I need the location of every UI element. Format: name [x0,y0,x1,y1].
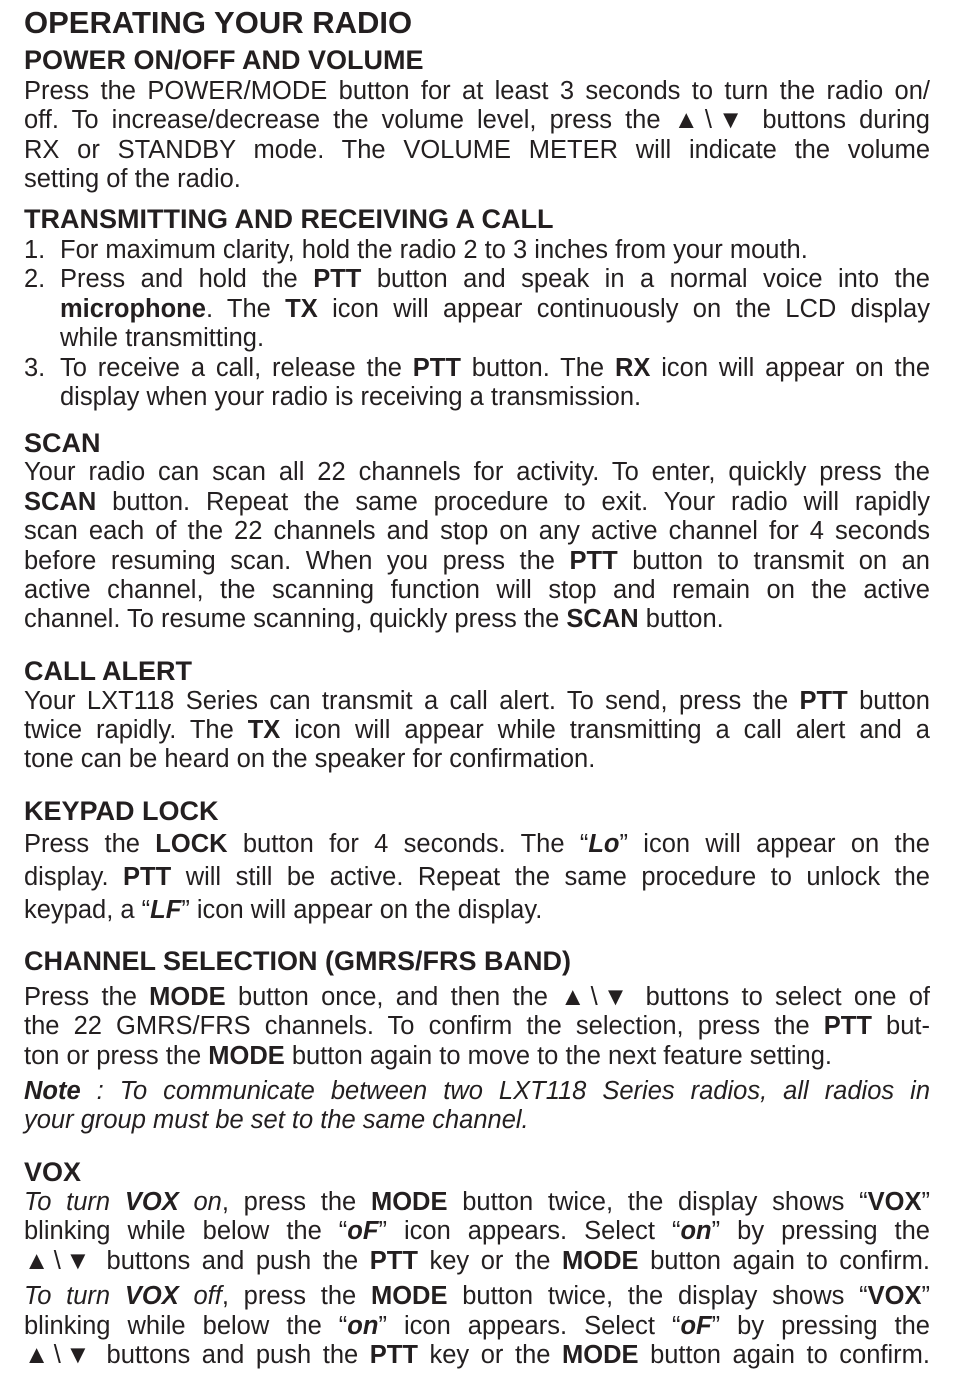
channel-line-1 [24,983,930,1013]
body-text: ▲\▼ buttons and push the [24,1247,370,1275]
body-text: off. To increase/decrease the volume level, press the ▲\▼ buttons during [24,106,930,134]
power-line-1 [24,77,930,107]
emphasis-text: PTT [123,863,172,891]
body-text: Your LXT118 Series can transmit a call alert. To send, press the [24,687,800,715]
emphasis-text: VOX [867,1282,922,1310]
keypad-line-3 [24,896,930,926]
section-heading-call-alert: CALL ALERT [24,656,192,686]
vox-on-line-2 [24,1217,930,1247]
body-text: blinking while below the “ [24,1217,348,1245]
body-text: , press the [221,1188,371,1216]
vox-off-line-3 [24,1341,930,1371]
body-text: ▲\▼ buttons and push the [24,1341,370,1369]
body-text: To receive a call, release the [60,354,413,382]
emphasis-text: TX [247,716,281,744]
body-text: button again to confirm. [638,1341,930,1369]
body-text: button [847,687,930,715]
channel-line-3 [24,1042,930,1072]
emphasis-text: SCAN [24,488,97,516]
section-heading-channel-selection: CHANNEL SELECTION (GMRS/FRS BAND) [24,946,572,976]
emphasis-text: PTT [313,265,362,293]
emphasis-text: MODE [562,1247,639,1275]
vox-on-line-3 [24,1247,930,1277]
emphasis-text: PTT [369,1341,418,1369]
body-text: button once, and then the ▲\▼ buttons to select one of [225,983,930,1011]
scan-line-1 [24,458,930,488]
body-text: off [178,1282,222,1310]
channel-line-2 [24,1012,930,1042]
scan-line-3 [24,517,930,547]
body-text: button twice, the display shows “ [447,1282,868,1310]
body-text: Your radio can scan all 22 channels for activity. To enter, quickly press the [24,458,930,486]
body-text: key or the [417,1341,562,1369]
body-text: , press the [221,1282,371,1310]
body-text: button. [638,605,724,633]
body-text: will still be active. Repeat the same procedure to unlock the [171,863,930,891]
vox-off-line-1 [24,1282,930,1312]
body-text: blinking while below the “ [24,1312,348,1340]
emphasis-text: MODE [149,983,226,1011]
body-text: scan each of the 22 channels and stop on any active channel for 4 seconds [24,517,930,545]
call-alert-line-1 [24,687,930,717]
body-text: ” by pressing the [711,1312,930,1340]
list-item-1-line-1 [60,236,930,266]
body-text: button. The [460,354,615,382]
vox-on-line-1 [24,1188,930,1218]
body-text: Press and hold the [60,265,314,293]
emphasis-text: VOX [867,1188,922,1216]
body-text: while transmitting. [60,324,265,352]
list-item-2-line-3 [60,324,930,354]
body-text: display when your radio is receiving a transmission. [60,383,642,411]
list-item-3-line-1 [60,354,930,384]
list-number-2: 2. [24,265,46,293]
emphasis-text: MODE [208,1042,285,1070]
emphasis-text: microphone [60,295,206,323]
body-text: tone can be heard on the speaker for confirmation. [24,745,596,773]
emphasis-text: MODE [562,1341,639,1369]
body-text: ” [921,1188,931,1216]
section-heading-keypad-lock: KEYPAD LOCK [24,796,219,826]
emphasis-text: PTT [369,1247,418,1275]
list-item-2-line-2 [60,295,930,325]
body-text: setting of the radio. [24,165,241,193]
keypad-line-2 [24,863,930,893]
body-text: ” icon appears. Select “ [378,1217,681,1245]
scan-line-2 [24,488,930,518]
emphasis-text: Note [24,1077,81,1105]
body-text: icon will appear on the [650,354,930,382]
body-text: ” by pressing the [711,1217,930,1245]
power-line-2 [24,106,930,136]
body-text: on [178,1188,222,1216]
emphasis-text: VOX [124,1282,179,1310]
body-text: button for 4 seconds. The “ [227,830,589,858]
emphasis-text: RX [614,354,651,382]
body-text: active channel, the scanning function will stop and remain on the active [24,576,930,604]
body-text: Press the [24,983,150,1011]
emphasis-text: Lo [588,830,620,858]
list-item-3-line-2 [60,383,930,413]
body-text: ” icon appears. Select “ [378,1312,681,1340]
power-line-4 [24,165,930,195]
body-text: key or the [417,1247,562,1275]
channel-note-line-1 [24,1077,930,1107]
emphasis-text: MODE [370,1188,448,1216]
emphasis-text: on [680,1217,712,1245]
power-line-3 [24,136,930,166]
body-text: button twice, the display shows “ [447,1188,868,1216]
emphasis-text: TX [285,295,318,323]
keypad-line-1 [24,830,930,860]
body-text: button again to move to the next feature setting. [284,1042,832,1070]
body-text: button again to confirm. [638,1247,930,1275]
channel-note-line-2 [24,1106,930,1136]
body-text: but- [871,1012,930,1040]
body-text: keypad, a “ [24,896,151,924]
body-text: icon will appear while transmitting a call alert and a [280,716,930,744]
emphasis-text: SCAN [566,605,639,633]
scan-line-6 [24,605,930,635]
scan-line-5 [24,576,930,606]
body-text: RX or STANDBY mode. The VOLUME METER will indicate the volume [24,136,930,164]
section-heading-scan: SCAN [24,428,101,458]
vox-off-line-2 [24,1312,930,1342]
call-alert-line-3 [24,745,930,775]
emphasis-text: PTT [569,547,618,575]
body-text: channel. To resume scanning, quickly press the [24,605,567,633]
emphasis-text: PTT [823,1012,872,1040]
page-title: OPERATING YOUR RADIO [24,5,413,40]
list-item-2-line-1 [60,265,930,295]
body-text: display. [24,863,124,891]
list-number-3: 3. [24,354,46,382]
emphasis-text: oF [347,1217,379,1245]
body-text: twice rapidly. The [24,716,248,744]
body-text: before resuming scan. When you press the [24,547,570,575]
body-text: icon will appear continuously on the LCD display [317,295,930,323]
body-text: Press the POWER/MODE button for at least 3 seconds to turn the radio on/ [24,77,930,105]
body-text: ” icon will appear on the display. [181,896,543,924]
list-number-1: 1. [24,236,46,264]
scan-line-4 [24,547,930,577]
section-heading-transmit: TRANSMITTING AND RECEIVING A CALL [24,204,554,234]
section-heading-vox: VOX [24,1157,82,1187]
emphasis-text: LF [150,896,182,924]
body-text: . The [205,295,286,323]
body-text: To turn [24,1188,125,1216]
call-alert-line-2 [24,716,930,746]
body-text: For maximum clarity, hold the radio 2 to 3 inches from your mouth. [60,236,808,264]
body-text: Press the [24,830,156,858]
body-text: button to transmit on an [617,547,930,575]
body-text: button. Repeat the same procedure to exit. Your radio will rapidly [96,488,930,516]
emphasis-text: PTT [799,687,848,715]
body-text: : To communicate between two LXT118 Series radios, all radios in [80,1077,930,1105]
emphasis-text: PTT [412,354,461,382]
emphasis-text: on [347,1312,379,1340]
emphasis-text: oF [680,1312,712,1340]
body-text: your group must be set to the same channel. [24,1106,529,1134]
emphasis-text: LOCK [155,830,228,858]
body-text: To turn [24,1282,125,1310]
body-text: ” icon will appear on the [619,830,930,858]
emphasis-text: VOX [124,1188,179,1216]
body-text: button and speak in a normal voice into the [361,265,930,293]
body-text: ” [921,1282,930,1310]
body-text: ton or press the [24,1042,209,1070]
emphasis-text: MODE [370,1282,448,1310]
body-text: the 22 GMRS/FRS channels. To confirm the selection, press the [24,1012,824,1040]
section-heading-power: POWER ON/OFF AND VOLUME [24,45,424,75]
